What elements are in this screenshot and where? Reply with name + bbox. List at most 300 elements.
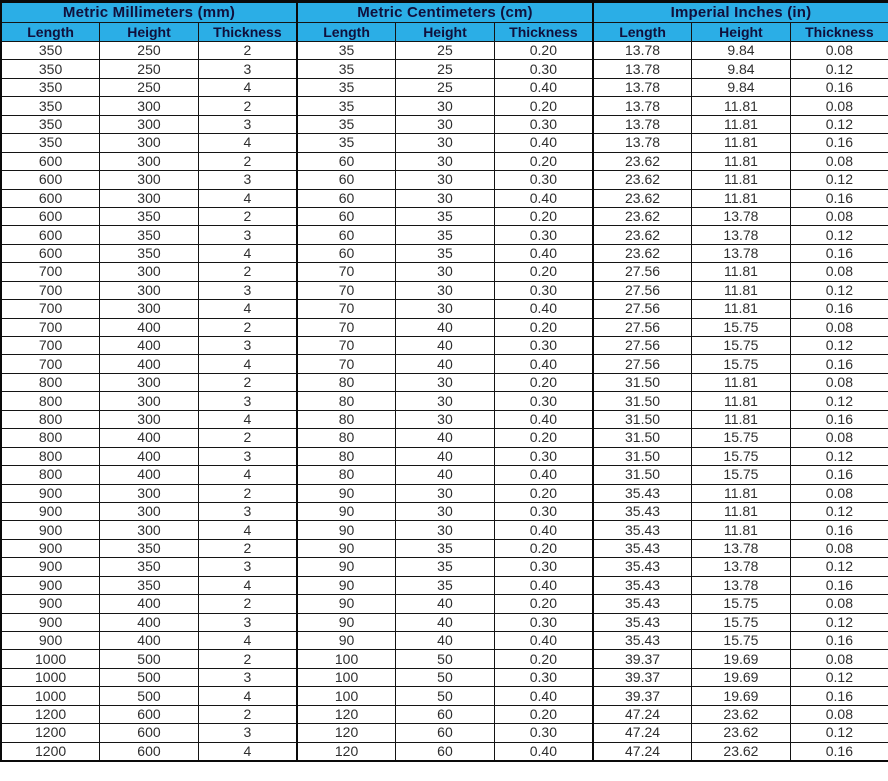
table-cell: 9.84 (692, 42, 791, 60)
table-cell: 39.37 (593, 687, 692, 705)
table-cell: 35 (396, 539, 495, 557)
table-cell: 90 (297, 521, 396, 539)
table-cell: 90 (297, 484, 396, 502)
table-cell: 700 (1, 337, 100, 355)
table-cell: 9.84 (692, 78, 791, 96)
table-row (1, 724, 888, 742)
table-row (1, 687, 888, 705)
table-cell: 23.62 (593, 152, 692, 170)
table-cell: 0.08 (790, 705, 888, 723)
table-cell: 3 (198, 613, 297, 631)
table-cell: 300 (100, 97, 199, 115)
table-cell: 31.50 (593, 392, 692, 410)
table-cell: 11.81 (692, 521, 791, 539)
table-row (1, 668, 888, 686)
table-cell: 1000 (1, 650, 100, 668)
table-cell: 600 (100, 742, 199, 761)
table-row (1, 650, 888, 668)
table-cell: 300 (100, 410, 199, 428)
table-cell: 2 (198, 207, 297, 225)
table-cell: 900 (1, 521, 100, 539)
table-cell: 0.30 (494, 724, 593, 742)
table-cell: 30 (396, 97, 495, 115)
table-cell: 60 (297, 207, 396, 225)
table-cell: 0.30 (494, 281, 593, 299)
table-cell: 800 (1, 429, 100, 447)
table-cell: 27.56 (593, 337, 692, 355)
table-cell: 100 (297, 687, 396, 705)
table-cell: 2 (198, 705, 297, 723)
table-cell: 15.75 (692, 447, 791, 465)
table-cell: 11.81 (692, 115, 791, 133)
table-cell: 11.81 (692, 189, 791, 207)
table-cell: 0.16 (790, 742, 888, 761)
table-row (1, 78, 888, 96)
table-cell: 60 (297, 152, 396, 170)
table-cell: 2 (198, 152, 297, 170)
table-cell: 0.16 (790, 134, 888, 152)
table-cell: 0.40 (494, 134, 593, 152)
table-cell: 35.43 (593, 539, 692, 557)
table-cell: 600 (1, 171, 100, 189)
table-cell: 300 (100, 134, 199, 152)
table-cell: 40 (396, 447, 495, 465)
table-row (1, 355, 888, 373)
table-cell: 13.78 (593, 78, 692, 96)
table-cell: 0.40 (494, 742, 593, 761)
table-cell: 35.43 (593, 576, 692, 594)
table-row (1, 742, 888, 761)
table-cell: 11.81 (692, 281, 791, 299)
table-row (1, 502, 888, 520)
table-cell: 35 (396, 558, 495, 576)
table-cell: 0.08 (790, 429, 888, 447)
table-cell: 15.75 (692, 466, 791, 484)
table-cell: 25 (396, 42, 495, 60)
table-cell: 0.12 (790, 502, 888, 520)
table-cell: 400 (100, 595, 199, 613)
table-cell: 35 (396, 244, 495, 262)
col-header-cm-height: Height (396, 23, 495, 42)
table-cell: 30 (396, 171, 495, 189)
table-cell: 600 (100, 724, 199, 742)
table-cell: 800 (1, 373, 100, 391)
table-cell: 35 (297, 78, 396, 96)
table-cell: 0.40 (494, 300, 593, 318)
table-cell: 400 (100, 337, 199, 355)
table-row (1, 300, 888, 318)
table-cell: 3 (198, 226, 297, 244)
table-cell: 31.50 (593, 447, 692, 465)
table-cell: 0.20 (494, 42, 593, 60)
table-cell: 700 (1, 300, 100, 318)
table-cell: 900 (1, 576, 100, 594)
table-cell: 0.40 (494, 355, 593, 373)
table-cell: 50 (396, 687, 495, 705)
table-cell: 40 (396, 318, 495, 336)
table-cell: 800 (1, 466, 100, 484)
table-cell: 80 (297, 410, 396, 428)
table-cell: 300 (100, 521, 199, 539)
table-cell: 0.08 (790, 97, 888, 115)
table-cell: 4 (198, 189, 297, 207)
table-cell: 23.62 (593, 189, 692, 207)
table-cell: 0.30 (494, 115, 593, 133)
table-cell: 40 (396, 337, 495, 355)
table-cell: 27.56 (593, 281, 692, 299)
table-cell: 11.81 (692, 410, 791, 428)
table-cell: 0.16 (790, 576, 888, 594)
table-cell: 0.12 (790, 668, 888, 686)
table-row (1, 632, 888, 650)
col-header-cm-thickness: Thickness (494, 23, 593, 42)
table-cell: 19.69 (692, 668, 791, 686)
table-cell: 27.56 (593, 263, 692, 281)
table-cell: 350 (100, 558, 199, 576)
table-cell: 0.12 (790, 392, 888, 410)
table-cell: 500 (100, 668, 199, 686)
table-cell: 800 (1, 410, 100, 428)
table-cell: 0.16 (790, 78, 888, 96)
table-cell: 35 (396, 207, 495, 225)
col-header-in-length: Length (593, 23, 692, 42)
table-row (1, 392, 888, 410)
table-cell: 0.20 (494, 539, 593, 557)
table-cell: 4 (198, 632, 297, 650)
table-cell: 3 (198, 60, 297, 78)
table-cell: 30 (396, 484, 495, 502)
table-cell: 350 (1, 78, 100, 96)
table-cell: 4 (198, 576, 297, 594)
table-cell: 900 (1, 595, 100, 613)
table-cell: 0.08 (790, 484, 888, 502)
table-cell: 27.56 (593, 318, 692, 336)
table-cell: 0.12 (790, 60, 888, 78)
table-row (1, 539, 888, 557)
table-cell: 3 (198, 115, 297, 133)
table-cell: 80 (297, 392, 396, 410)
table-cell: 1200 (1, 705, 100, 723)
table-cell: 400 (100, 447, 199, 465)
table-cell: 0.16 (790, 632, 888, 650)
table-cell: 40 (396, 632, 495, 650)
table-cell: 600 (100, 705, 199, 723)
table-cell: 0.08 (790, 263, 888, 281)
table-row (1, 373, 888, 391)
table-cell: 30 (396, 152, 495, 170)
table-cell: 2 (198, 263, 297, 281)
table-cell: 900 (1, 502, 100, 520)
table-cell: 300 (100, 281, 199, 299)
table-cell: 0.08 (790, 318, 888, 336)
table-cell: 0.20 (494, 705, 593, 723)
table-cell: 250 (100, 78, 199, 96)
table-cell: 90 (297, 595, 396, 613)
table-cell: 13.78 (593, 42, 692, 60)
table-cell: 900 (1, 484, 100, 502)
table-cell: 35.43 (593, 595, 692, 613)
table-cell: 23.62 (692, 742, 791, 761)
table-cell: 4 (198, 742, 297, 761)
table-cell: 15.75 (692, 595, 791, 613)
table-cell: 35 (297, 115, 396, 133)
table-row (1, 318, 888, 336)
table-cell: 31.50 (593, 410, 692, 428)
table-cell: 15.75 (692, 429, 791, 447)
table-cell: 300 (100, 392, 199, 410)
table-cell: 60 (297, 226, 396, 244)
table-cell: 800 (1, 392, 100, 410)
table-cell: 0.08 (790, 207, 888, 225)
table-cell: 300 (100, 484, 199, 502)
table-cell: 0.40 (494, 687, 593, 705)
table-cell: 0.12 (790, 226, 888, 244)
table-cell: 2 (198, 429, 297, 447)
table-cell: 0.16 (790, 687, 888, 705)
table-cell: 0.20 (494, 429, 593, 447)
table-cell: 400 (100, 429, 199, 447)
table-cell: 0.16 (790, 466, 888, 484)
table-row (1, 521, 888, 539)
table-cell: 31.50 (593, 373, 692, 391)
table-cell: 60 (297, 244, 396, 262)
table-cell: 25 (396, 60, 495, 78)
table-cell: 27.56 (593, 300, 692, 318)
table-cell: 0.20 (494, 318, 593, 336)
table-cell: 400 (100, 632, 199, 650)
table-cell: 35 (297, 60, 396, 78)
table-cell: 900 (1, 539, 100, 557)
col-header-mm-length: Length (1, 23, 100, 42)
table-cell: 23.62 (692, 705, 791, 723)
table-cell: 0.20 (494, 263, 593, 281)
table-cell: 30 (396, 134, 495, 152)
table-cell: 31.50 (593, 429, 692, 447)
table-cell: 47.24 (593, 742, 692, 761)
table-row (1, 595, 888, 613)
table-cell: 0.16 (790, 300, 888, 318)
table-cell: 15.75 (692, 318, 791, 336)
table-cell: 0.12 (790, 724, 888, 742)
table-cell: 4 (198, 466, 297, 484)
table-cell: 700 (1, 263, 100, 281)
table-cell: 2 (198, 539, 297, 557)
table-cell: 15.75 (692, 337, 791, 355)
table-cell: 0.16 (790, 410, 888, 428)
table-cell: 400 (100, 613, 199, 631)
table-cell: 0.12 (790, 613, 888, 631)
table-cell: 120 (297, 705, 396, 723)
table-cell: 300 (100, 300, 199, 318)
table-cell: 11.81 (692, 134, 791, 152)
table-cell: 250 (100, 60, 199, 78)
table-cell: 80 (297, 466, 396, 484)
table-cell: 35 (297, 42, 396, 60)
table-cell: 30 (396, 373, 495, 391)
table-cell: 1000 (1, 687, 100, 705)
table-cell: 13.78 (593, 134, 692, 152)
table-cell: 3 (198, 668, 297, 686)
table-cell: 3 (198, 392, 297, 410)
table-cell: 0.30 (494, 60, 593, 78)
table-row (1, 60, 888, 78)
table-cell: 13.78 (692, 226, 791, 244)
table-cell: 80 (297, 429, 396, 447)
table-row (1, 705, 888, 723)
table-cell: 90 (297, 613, 396, 631)
col-header-mm-thickness: Thickness (198, 23, 297, 42)
table-cell: 11.81 (692, 373, 791, 391)
table-cell: 13.78 (593, 60, 692, 78)
table-cell: 0.40 (494, 244, 593, 262)
table-cell: 4 (198, 521, 297, 539)
table-cell: 500 (100, 650, 199, 668)
table-cell: 2 (198, 373, 297, 391)
table-cell: 40 (396, 466, 495, 484)
table-cell: 50 (396, 668, 495, 686)
table-cell: 0.08 (790, 650, 888, 668)
table-cell: 0.08 (790, 373, 888, 391)
table-cell: 250 (100, 42, 199, 60)
table-cell: 23.62 (692, 724, 791, 742)
table-cell: 13.78 (692, 558, 791, 576)
table-cell: 0.30 (494, 392, 593, 410)
table-cell: 300 (100, 152, 199, 170)
table-cell: 40 (396, 595, 495, 613)
table-cell: 1000 (1, 668, 100, 686)
table-cell: 11.81 (692, 392, 791, 410)
table-cell: 13.78 (692, 207, 791, 225)
table-cell: 90 (297, 632, 396, 650)
table-cell: 350 (100, 244, 199, 262)
table-cell: 400 (100, 355, 199, 373)
table-cell: 35.43 (593, 502, 692, 520)
table-cell: 0.12 (790, 337, 888, 355)
table-cell: 15.75 (692, 632, 791, 650)
table-row (1, 429, 888, 447)
table-cell: 50 (396, 650, 495, 668)
table-cell: 0.30 (494, 226, 593, 244)
table-cell: 2 (198, 595, 297, 613)
table-cell: 40 (396, 429, 495, 447)
table-cell: 300 (100, 115, 199, 133)
table-row (1, 244, 888, 262)
table-cell: 25 (396, 78, 495, 96)
table-cell: 4 (198, 355, 297, 373)
table-cell: 700 (1, 355, 100, 373)
table-cell: 0.30 (494, 668, 593, 686)
table-cell: 13.78 (692, 539, 791, 557)
table-cell: 2 (198, 650, 297, 668)
table-cell: 350 (1, 134, 100, 152)
table-cell: 13.78 (593, 115, 692, 133)
table-cell: 2 (198, 42, 297, 60)
table-cell: 30 (396, 521, 495, 539)
table-cell: 60 (297, 189, 396, 207)
column-header-row (1, 23, 888, 42)
table-cell: 0.20 (494, 373, 593, 391)
table-cell: 13.78 (692, 576, 791, 594)
table-cell: 0.40 (494, 78, 593, 96)
table-cell: 80 (297, 373, 396, 391)
col-header-mm-height: Height (100, 23, 199, 42)
table-cell: 35 (396, 226, 495, 244)
table-cell: 350 (1, 97, 100, 115)
col-header-in-thickness: Thickness (790, 23, 888, 42)
table-cell: 3 (198, 337, 297, 355)
table-cell: 0.20 (494, 595, 593, 613)
col-header-cm-length: Length (297, 23, 396, 42)
table-cell: 120 (297, 724, 396, 742)
table-cell: 0.12 (790, 281, 888, 299)
table-row (1, 337, 888, 355)
table-cell: 40 (396, 613, 495, 631)
table-cell: 3 (198, 171, 297, 189)
table-row (1, 447, 888, 465)
table-cell: 0.40 (494, 576, 593, 594)
table-cell: 35 (297, 134, 396, 152)
table-row (1, 115, 888, 133)
table-cell: 70 (297, 263, 396, 281)
table-cell: 300 (100, 189, 199, 207)
table-cell: 300 (100, 373, 199, 391)
table-cell: 3 (198, 724, 297, 742)
table-cell: 0.08 (790, 595, 888, 613)
table-cell: 0.20 (494, 152, 593, 170)
table-cell: 0.20 (494, 97, 593, 115)
table-cell: 0.30 (494, 171, 593, 189)
table-cell: 2 (198, 97, 297, 115)
table-row (1, 263, 888, 281)
table-cell: 90 (297, 502, 396, 520)
table-cell: 15.75 (692, 613, 791, 631)
table-cell: 300 (100, 171, 199, 189)
table-cell: 600 (1, 152, 100, 170)
table-cell: 35.43 (593, 484, 692, 502)
table-cell: 23.62 (593, 244, 692, 262)
table-cell: 47.24 (593, 724, 692, 742)
table-cell: 30 (396, 300, 495, 318)
table-cell: 70 (297, 337, 396, 355)
table-cell: 47.24 (593, 705, 692, 723)
table-cell: 70 (297, 318, 396, 336)
table-row (1, 134, 888, 152)
table-cell: 900 (1, 558, 100, 576)
table-cell: 90 (297, 539, 396, 557)
table-cell: 3 (198, 447, 297, 465)
table-cell: 3 (198, 281, 297, 299)
table-cell: 350 (100, 226, 199, 244)
table-row (1, 42, 888, 60)
table-cell: 0.30 (494, 502, 593, 520)
table-cell: 23.62 (593, 171, 692, 189)
table-row (1, 576, 888, 594)
table-cell: 800 (1, 447, 100, 465)
table-cell: 35.43 (593, 521, 692, 539)
table-cell: 0.20 (494, 207, 593, 225)
table-cell: 0.40 (494, 632, 593, 650)
table-cell: 0.12 (790, 115, 888, 133)
table-row (1, 281, 888, 299)
table-cell: 15.75 (692, 355, 791, 373)
table-row (1, 97, 888, 115)
table-row (1, 558, 888, 576)
table-cell: 30 (396, 189, 495, 207)
table-cell: 0.08 (790, 42, 888, 60)
table-cell: 9.84 (692, 60, 791, 78)
table-cell: 350 (1, 42, 100, 60)
table-cell: 90 (297, 558, 396, 576)
